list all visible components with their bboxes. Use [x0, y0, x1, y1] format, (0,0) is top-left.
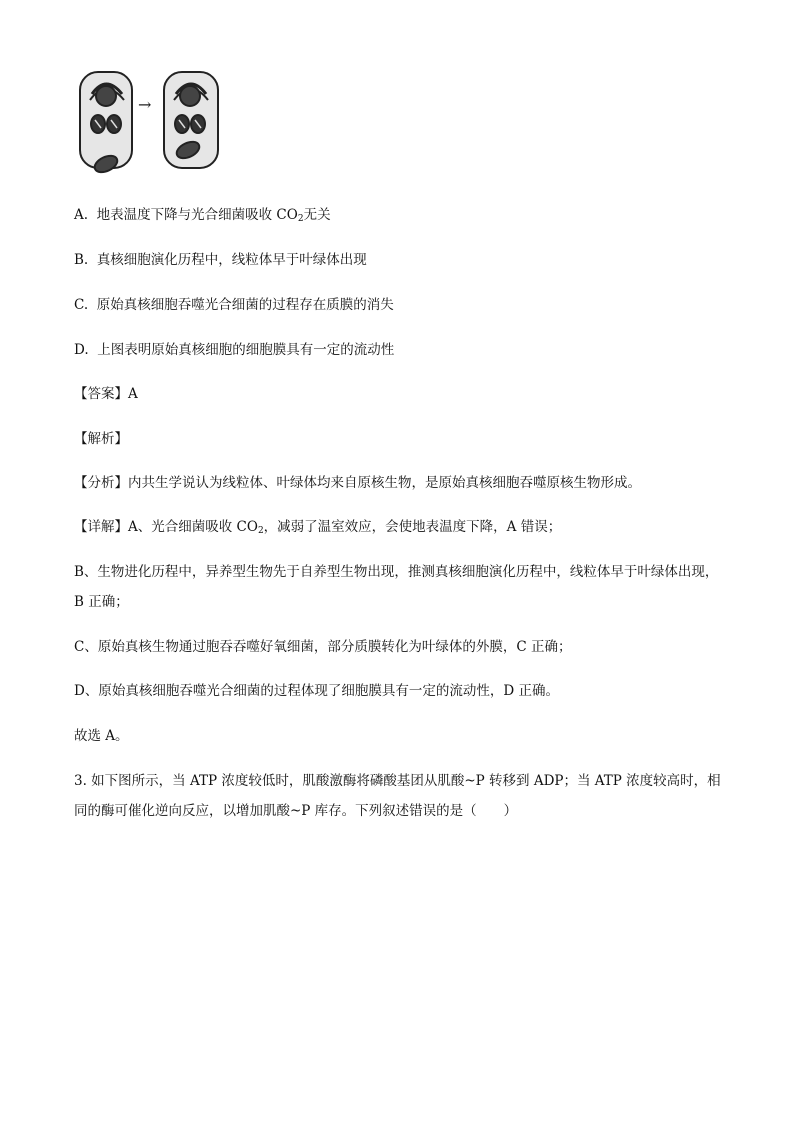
option-a: A. 地表温度下降与光合细菌吸收 $CO_2$无关: [74, 207, 331, 224]
detail-d: D、原始真核细胞吞噬光合细菌的过程体现了细胞膜具有一定的流动性，D 正确。: [74, 683, 559, 699]
right-cell: [164, 72, 218, 168]
option-c: C. 原始真核细胞吞噬光合细菌的过程存在质膜的消失: [74, 297, 394, 313]
question3-line2: 同的酶可催化逆向反应，以增加肌酸~P 库存。下列叙述错误的是（ ）: [74, 803, 518, 819]
detail-b-line2: B 正确；: [74, 594, 129, 610]
arrow-icon: →: [138, 95, 152, 114]
analysis-heading: 【解析】: [74, 431, 128, 447]
answer-line: 【答案】A: [74, 386, 138, 402]
option-b: B. 真核细胞演化历程中，线粒体早于叶绿体出现: [74, 252, 367, 268]
conclusion: 故选 A。: [74, 728, 129, 744]
detail-a: 【详解】A、光合细菌吸收 $CO_2$，减弱了温室效应，会使地表温度下降，A 错误；: [74, 519, 562, 536]
detail-c: C、原始真核生物通过胞吞吞噬好氧细菌，部分质膜转化为叶绿体的外膜，C 正确；: [74, 639, 572, 655]
fenxi-line: 【分析】内共生学说认为线粒体、叶绿体均来自原核生物，是原始真核细胞吞噬原核生物形成。: [74, 475, 641, 491]
detail-b-line1: B、生物进化历程中，异养型生物先于自养型生物出现，推测真核细胞演化历程中，线粒体早于叶绿体出现，: [74, 564, 719, 580]
question3-line1: 3. 如下图所示，当 ATP 浓度较低时，肌酸激酶将磷酸基团从肌酸~P 转移到 ADP；当 ATP 浓度较高时，相: [74, 773, 721, 789]
left-cell: [80, 72, 132, 168]
option-d: D. 上图表明原始真核细胞的细胞膜具有一定的流动性: [74, 342, 395, 358]
cell-engulfment-figure: [76, 66, 226, 178]
